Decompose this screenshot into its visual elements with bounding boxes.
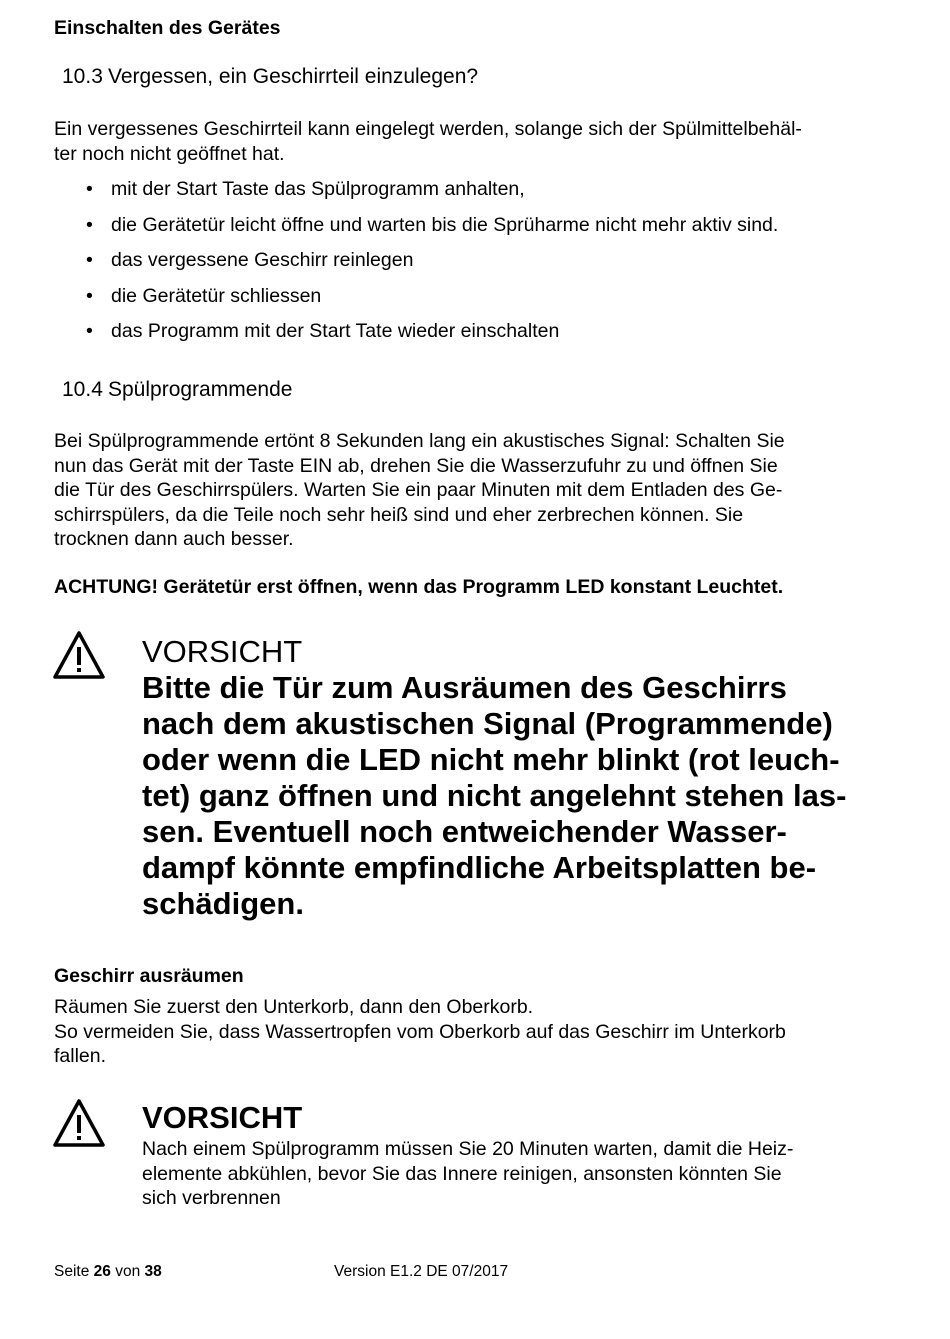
list-item-text: das Programm mit der Start Tate wieder einschalten — [111, 320, 560, 342]
warning-line: oder wenn die LED nicht mehr blinkt (rot leuch- — [142, 742, 840, 777]
warning-text — [142, 1137, 793, 1211]
warning-line: dampf könnte empfindliche Arbeitsplatten be- — [142, 850, 817, 885]
list-item — [54, 320, 894, 356]
warning-triangle-icon — [52, 630, 106, 680]
warning-title: VORSICHT — [142, 1100, 303, 1135]
paragraph-line: Ein vergessenes Geschirrteil kann eingelegt werden, solange sich der Spülmittelbehäl- — [54, 118, 802, 140]
list-item-text: mit der Start Taste das Spülprogramm anhalten, — [111, 178, 525, 200]
bullet-icon: • — [86, 284, 93, 307]
paragraph-line: schirrspülers, da die Teile noch sehr heiß sind und eher zerbrechen können. Sie — [54, 503, 744, 526]
bullet-icon: • — [86, 320, 93, 342]
list-item-text: die Gerätetür schliessen — [111, 284, 322, 307]
section-number: 10.3 — [62, 65, 103, 88]
paragraph-line: trocknen dann auch besser. — [54, 528, 294, 550]
bullet-icon: • — [86, 213, 93, 236]
list-item — [54, 178, 894, 214]
warning-line: tet) ganz öffnen und nicht angelehnt stehen las- — [142, 778, 847, 813]
total-pages: 38 — [144, 1263, 162, 1280]
section-title: Spülprogrammende — [108, 378, 293, 401]
current-page: 26 — [93, 1263, 111, 1280]
warning-line: sich verbrennen — [142, 1187, 281, 1209]
paragraph-program-end — [54, 429, 785, 552]
list-item-text: das vergessene Geschirr reinlegen — [111, 249, 414, 271]
version-label: Version E1.2 DE 07/2017 — [334, 1263, 509, 1280]
section-number: 10.4 — [62, 378, 103, 401]
unload-heading: Geschirr ausräumen — [54, 965, 244, 987]
page-prefix: Seite — [54, 1263, 90, 1280]
page-mid: von — [115, 1263, 141, 1280]
section-title: Vergessen, ein Geschirrteil einzulegen? — [108, 65, 479, 88]
heading-power-on: Einschalten des Gerätes — [54, 17, 281, 39]
bullet-list — [54, 178, 894, 356]
list-item-text: die Gerätetür leicht öffne und warten bis die Sprüharme nicht mehr aktiv sind. — [111, 213, 779, 236]
warning-line: sen. Eventuell noch entweichender Wasser- — [142, 814, 787, 849]
bullet-icon: • — [86, 178, 93, 200]
page-number — [54, 1263, 162, 1281]
section-10-4-heading — [62, 378, 292, 402]
attention-note: ACHTUNG! Gerätetür erst öffnen, wenn das Programm LED konstant Leuchtet. — [54, 576, 784, 598]
paragraph-line: So vermeiden Sie, dass Wassertropfen vom Oberkorb auf das Geschirr im Unterkorb — [54, 1020, 786, 1043]
list-item — [54, 285, 894, 321]
paragraph-forgot — [54, 117, 802, 166]
paragraph-line: fallen. — [54, 1045, 107, 1067]
section-10-3-heading — [62, 65, 478, 89]
paragraph-line: die Tür des Geschirrspülers. Warten Sie ein paar Minuten mit dem Entladen des Ge- — [54, 479, 783, 501]
paragraph-line: ter noch nicht geöffnet hat. — [54, 142, 285, 165]
unload-paragraph — [54, 995, 786, 1069]
warning-line: schädigen. — [142, 886, 304, 921]
warning-title: VORSICHT — [142, 634, 303, 669]
list-item — [54, 214, 894, 250]
warning-line: Nach einem Spülprogramm müssen Sie 20 Minuten warten, damit die Heiz- — [142, 1138, 794, 1160]
warning-text — [142, 670, 846, 922]
warning-line: elemente abkühlen, bevor Sie das Innere reinigen, ansonsten könnten Sie — [142, 1162, 782, 1185]
bullet-icon: • — [86, 249, 93, 271]
warning-line: nach dem akustischen Signal (Programmende) — [142, 706, 833, 741]
paragraph-line: nun das Gerät mit der Taste EIN ab, drehen Sie die Wasserzufuhr zu und öffnen Sie — [54, 454, 778, 477]
list-item — [54, 249, 894, 285]
warning-line: Bitte die Tür zum Ausräumen des Geschirrs — [142, 670, 787, 705]
paragraph-line: Bei Spülprogrammende ertönt 8 Sekunden lang ein akustisches Signal: Schalten Sie — [54, 430, 785, 452]
warning-triangle-icon — [52, 1098, 106, 1148]
paragraph-line: Räumen Sie zuerst den Unterkorb, dann den Oberkorb. — [54, 996, 534, 1018]
